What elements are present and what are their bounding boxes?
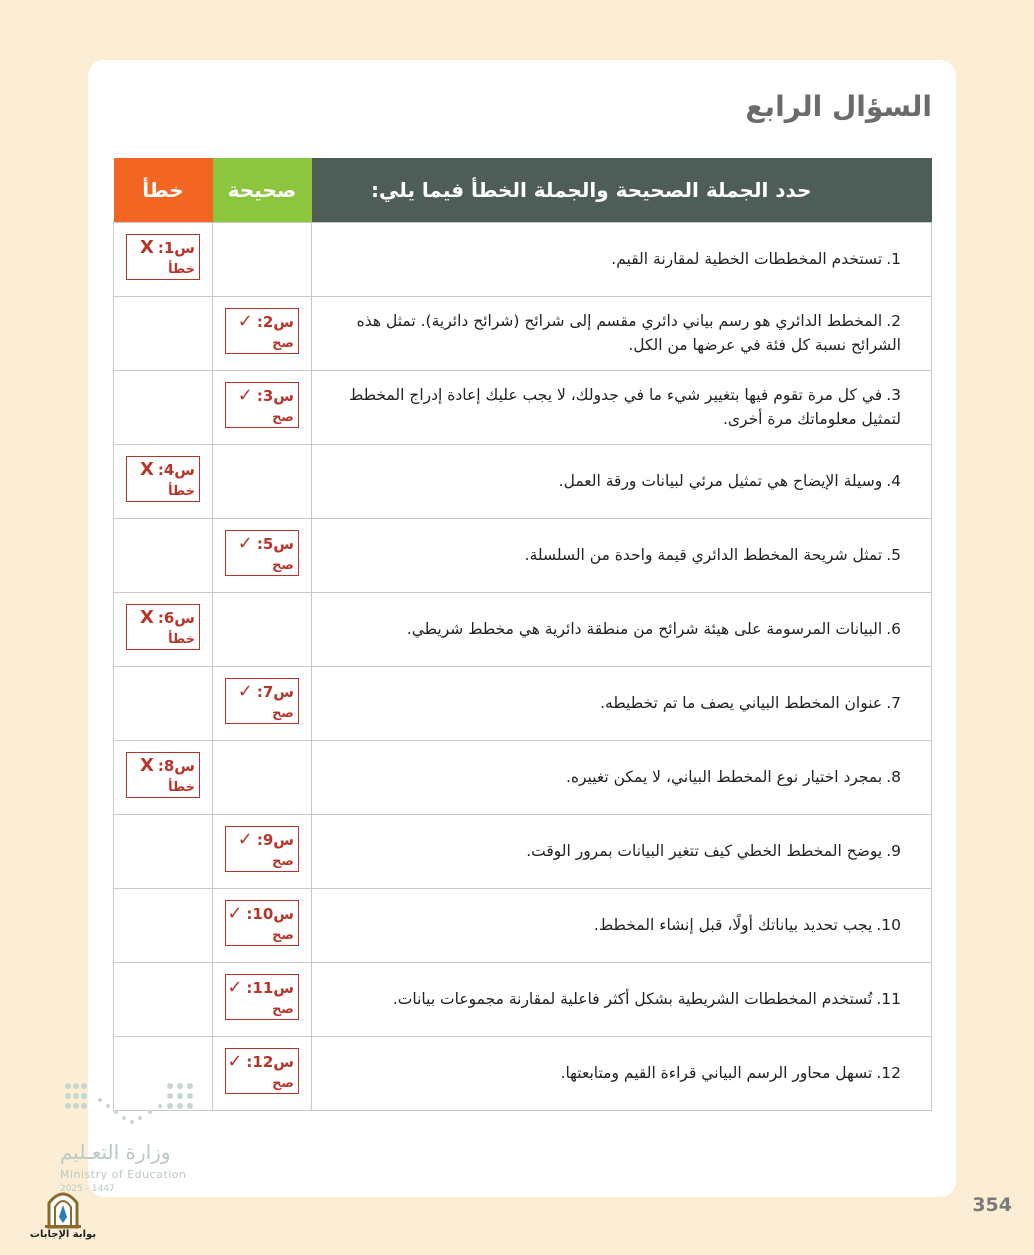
answer-mark [126, 456, 200, 502]
statement-cell [312, 592, 932, 666]
checkmark-icon: ✓ [237, 533, 253, 554]
statement-number: 10. [876, 916, 901, 934]
statement-number: 6. [886, 620, 901, 638]
statement-number: 8. [886, 768, 901, 786]
answer-mark [126, 604, 200, 650]
page-card [88, 60, 956, 1197]
true-false-table [113, 158, 932, 1111]
statement-cell [312, 296, 932, 370]
checkmark-icon: ✓ [237, 681, 253, 702]
answer-word: خطأ [168, 632, 195, 647]
statement-number: 12. [876, 1064, 901, 1082]
wrong-cell [114, 814, 213, 888]
statement-text: في كل مرة تقوم فيها بتغيير شيء ما في جدولك، لا يجب عليك إعادة إدراج المخطط لتمثيل معلوماتك مرة أخرى. [349, 386, 901, 428]
page-number: 354 [972, 1194, 1012, 1216]
table-row [114, 740, 932, 814]
answer-label-line [140, 237, 195, 258]
statement-text: تسهل محاور الرسم البياني قراءة القيم ومتابعتها. [560, 1064, 873, 1082]
statement-text: يوضح المخطط الخطي كيف تتغير البيانات بمرور الوقت. [526, 842, 883, 860]
answer-label: س10: [246, 905, 294, 923]
answer-mark [225, 1048, 299, 1094]
answer-label-line [238, 311, 294, 332]
answer-label: س12: [246, 1053, 294, 1071]
table-row [114, 1036, 932, 1110]
statement-text: المخطط الدائري هو رسم بياني دائري مقسم إلى شرائح (شرائح دائرية). تمثل هذه الشرائح نسبة كل فئة في عرضها من الكل. [356, 312, 901, 354]
answer-word: صح [272, 1076, 294, 1091]
answer-word: صح [272, 410, 294, 425]
statement-cell [312, 1036, 932, 1110]
answer-label-line [140, 459, 195, 480]
statement-cell [312, 888, 932, 962]
table-row [114, 666, 932, 740]
cross-icon: X [139, 607, 154, 628]
table-row [114, 296, 932, 370]
wrong-cell [114, 296, 213, 370]
answer-label-line [227, 977, 294, 998]
answer-label: س5: [256, 535, 294, 553]
ministry-english-name: Ministry of Education [60, 1168, 187, 1181]
ministry-dots-icon [60, 1078, 200, 1138]
answer-label-line [238, 681, 294, 702]
answer-label-line [238, 829, 294, 850]
statement-number: 2. [886, 312, 901, 330]
answer-label-line [238, 533, 294, 554]
correct-cell [213, 1036, 312, 1110]
table-row [114, 814, 932, 888]
statement-cell [312, 962, 932, 1036]
checkmark-icon: ✓ [227, 903, 243, 924]
answer-mark [126, 234, 200, 280]
answer-mark [225, 900, 299, 946]
statement-cell [312, 518, 932, 592]
answer-label: س7: [256, 683, 294, 701]
checkmark-icon: ✓ [237, 385, 253, 406]
answer-mark [225, 974, 299, 1020]
table-header-row [114, 158, 932, 222]
header-statement: حدد الجملة الصحيحة والجملة الخطأ فيما يلي: [312, 158, 932, 222]
answer-word: خطأ [168, 484, 195, 499]
statement-cell [312, 370, 932, 444]
correct-cell [213, 666, 312, 740]
answer-label: س3: [256, 387, 294, 405]
correct-cell [213, 222, 312, 296]
checkmark-icon: ✓ [237, 829, 253, 850]
statement-cell [312, 222, 932, 296]
answer-word: خطأ [168, 780, 195, 795]
answer-label: س8: [157, 757, 195, 775]
answer-word: صح [272, 706, 294, 721]
ministry-arabic-name: وزارة التعـليم [60, 1140, 171, 1164]
cross-icon: X [139, 459, 154, 480]
table-row [114, 222, 932, 296]
wrong-cell [114, 444, 213, 518]
answer-mark [225, 308, 299, 354]
answers-portal-logo [28, 1185, 98, 1249]
answer-word: خطأ [168, 262, 195, 277]
answer-word: صح [272, 558, 294, 573]
wrong-cell [114, 888, 213, 962]
mosque-pen-icon [28, 1185, 98, 1229]
header-correct: صحيحة [213, 158, 312, 222]
statement-text: يجب تحديد بياناتك أولًا، قبل إنشاء المخطط. [593, 916, 873, 934]
answer-mark [225, 678, 299, 724]
answer-label-line [238, 385, 294, 406]
correct-cell [213, 814, 312, 888]
answer-label-line [140, 607, 195, 628]
table-row [114, 518, 932, 592]
correct-cell [213, 592, 312, 666]
statement-text: وسيلة الإيضاح هي تمثيل مرئي لبيانات ورقة العمل. [558, 472, 883, 490]
table-row [114, 444, 932, 518]
answer-mark [225, 382, 299, 428]
wrong-cell [114, 666, 213, 740]
answer-label: س11: [246, 979, 294, 997]
statement-text: عنوان المخطط البياني يصف ما تم تخطيطه. [600, 694, 883, 712]
wrong-cell [114, 370, 213, 444]
statement-cell [312, 444, 932, 518]
statement-text: تمثل شريحة المخطط الدائري قيمة واحدة من السلسلة. [524, 546, 883, 564]
answer-label: س6: [157, 609, 195, 627]
table-row [114, 888, 932, 962]
statement-number: 9. [886, 842, 901, 860]
checkmark-icon: ✓ [227, 977, 243, 998]
answer-mark [126, 752, 200, 798]
statement-cell [312, 666, 932, 740]
correct-cell [213, 888, 312, 962]
statement-cell [312, 814, 932, 888]
answer-mark [225, 826, 299, 872]
checkmark-icon: ✓ [227, 1051, 243, 1072]
ministry-years: 2025 - 1447 [60, 1184, 115, 1194]
statement-text: تُستخدم المخططات الشريطية بشكل أكثر فاعلية لمقارنة مجموعات بيانات. [392, 990, 873, 1008]
statement-number: 1. [886, 250, 901, 268]
statement-text: بمجرد اختيار نوع المخطط البياني، لا يمكن تغييره. [565, 768, 883, 786]
answer-label: س1: [157, 239, 195, 257]
table-row [114, 370, 932, 444]
question-title: السؤال الرابع [745, 90, 932, 123]
answer-word: صح [272, 336, 294, 351]
statement-number: 4. [886, 472, 901, 490]
answer-label: س2: [256, 313, 294, 331]
cross-icon: X [139, 237, 154, 258]
answer-word: صح [272, 1002, 294, 1017]
statement-number: 11. [876, 990, 901, 1008]
table-row [114, 962, 932, 1036]
statement-number: 5. [886, 546, 901, 564]
statement-number: 3. [886, 386, 901, 404]
cross-icon: X [139, 755, 154, 776]
statement-number: 7. [886, 694, 901, 712]
correct-cell [213, 296, 312, 370]
answer-label-line [227, 1051, 294, 1072]
correct-cell [213, 518, 312, 592]
statement-cell [312, 740, 932, 814]
wrong-cell [114, 222, 213, 296]
portal-label: بوابة الإجابات [29, 1229, 97, 1240]
wrong-cell [114, 740, 213, 814]
answer-word: صح [272, 928, 294, 943]
answer-mark [225, 530, 299, 576]
answer-label-line [140, 755, 195, 776]
correct-cell [213, 444, 312, 518]
table-row [114, 592, 932, 666]
statement-text: تستخدم المخططات الخطية لمقارنة القيم. [611, 250, 883, 268]
header-wrong: خطأ [114, 158, 213, 222]
correct-cell [213, 740, 312, 814]
wrong-cell [114, 518, 213, 592]
checkmark-icon: ✓ [237, 311, 253, 332]
wrong-cell [114, 592, 213, 666]
wrong-cell [114, 962, 213, 1036]
answer-label: س4: [157, 461, 195, 479]
answer-label: س9: [256, 831, 294, 849]
answer-word: صح [272, 854, 294, 869]
statement-text: البيانات المرسومة على هيئة شرائح من منطقة دائرية هي مخطط شريطي. [406, 620, 883, 638]
correct-cell [213, 962, 312, 1036]
table-body [114, 222, 932, 1110]
correct-cell [213, 370, 312, 444]
answer-label-line [227, 903, 294, 924]
